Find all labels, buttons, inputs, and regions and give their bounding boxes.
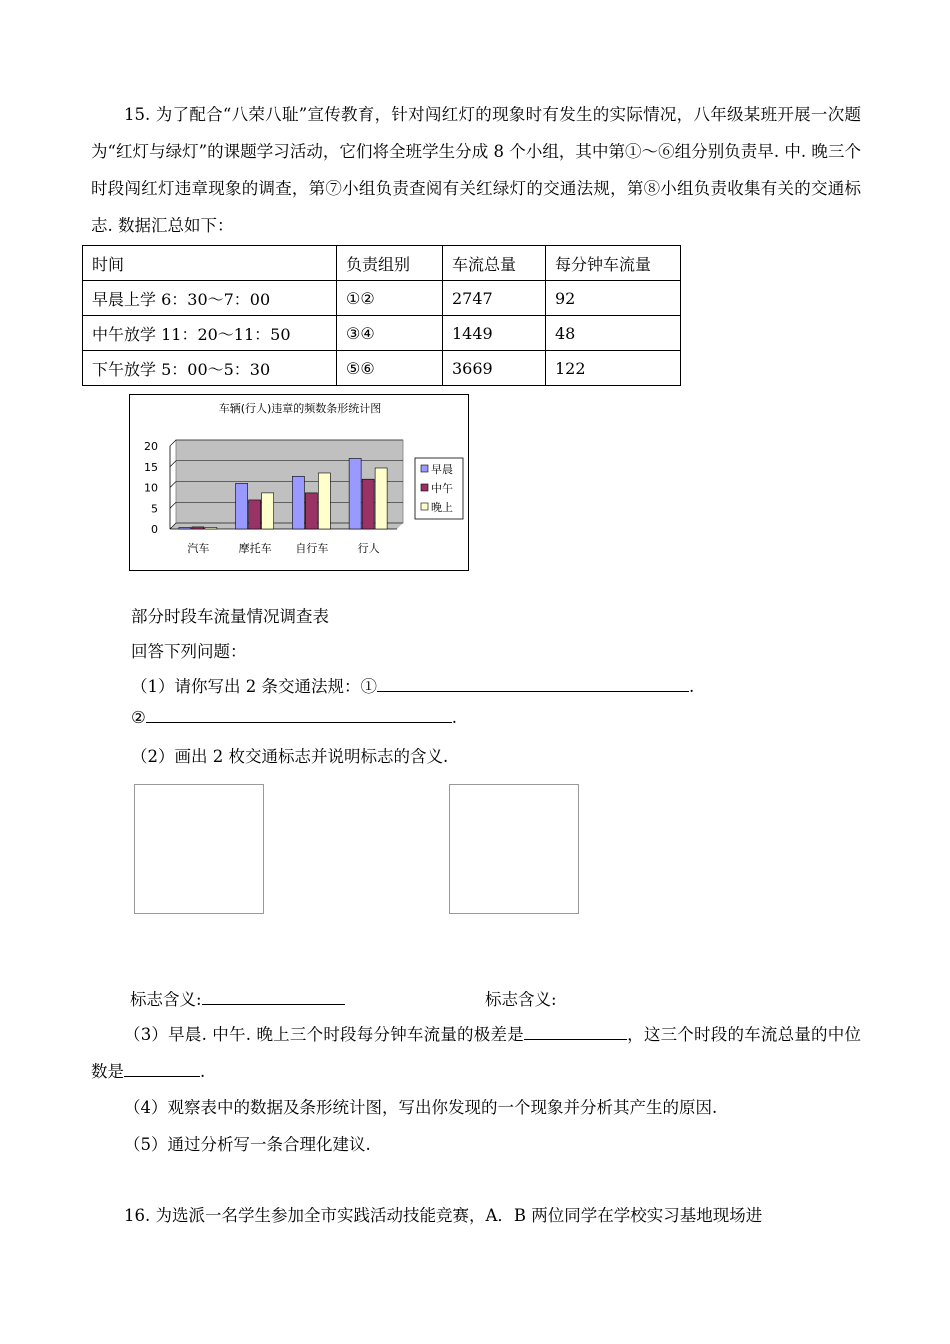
gridline-depth: [170, 440, 176, 446]
y-tick-label: 20: [144, 440, 158, 453]
table-cell: 48: [546, 316, 681, 351]
table-cell: 早晨上学 6：30～7：00: [83, 281, 337, 316]
x-tick-label: 自行车: [295, 542, 329, 555]
answer-blank[interactable]: [124, 1075, 200, 1077]
y-tick-label: 0: [151, 523, 158, 536]
x-tick-label: 行人: [357, 542, 380, 555]
table-cell: 1449: [443, 316, 546, 351]
x-tick-label: 汽车: [187, 542, 210, 555]
legend-swatch: [421, 503, 428, 510]
part1-text-2: ②: [131, 708, 146, 727]
legend-label: 晚上: [431, 501, 453, 514]
table-cell: 下午放学 5：00～5：30: [83, 351, 337, 386]
gridline-depth: [170, 502, 176, 508]
part1-line-2: [131, 708, 457, 727]
table-row: [83, 351, 681, 386]
y-tick-label: 15: [144, 460, 158, 474]
sign-meaning-label: 标志含义:: [130, 990, 202, 1009]
chart-svg: [130, 395, 468, 570]
answer-blank[interactable]: [146, 721, 452, 723]
part3: [91, 1016, 861, 1090]
part1-line: [131, 673, 694, 697]
table-header-row: [83, 246, 681, 281]
answer-blank[interactable]: [524, 1038, 627, 1040]
answer-blank[interactable]: [377, 690, 689, 692]
bar-晚上: [318, 473, 330, 529]
table-caption: 部分时段车流量情况调查表: [131, 607, 329, 626]
gridline-depth: [170, 482, 176, 488]
period: .: [689, 677, 695, 696]
part5-text: （5）通过分析写一条合理化建议.: [124, 1135, 371, 1154]
sign-drawing-box-1[interactable]: [134, 784, 264, 914]
table-cell: 中午放学 11：20～11：50: [83, 316, 337, 351]
answer-prompt: 回答下列问题：: [131, 642, 247, 661]
period: .: [451, 708, 458, 727]
legend-label: 早晨: [431, 463, 453, 476]
x-tick-label: 摩托车: [238, 542, 272, 555]
table-cell: ⑤⑥: [337, 351, 443, 386]
bar-早晨: [179, 528, 191, 530]
table-cell: 3669: [443, 351, 546, 386]
table-header: 每分钟车流量: [546, 246, 681, 281]
table-header: 车流总量: [443, 246, 546, 281]
period: .: [200, 1062, 206, 1081]
part3-text-a: （3）早晨. 中午. 晚上三个时段每分钟车流量的极差是: [124, 1025, 524, 1044]
bar-早晨: [236, 483, 248, 529]
table-cell: ③④: [337, 316, 443, 351]
answer-blank[interactable]: [202, 1003, 345, 1005]
bar-早晨: [349, 458, 361, 529]
table-cell: ①②: [337, 281, 443, 316]
table-cell: 2747: [443, 281, 546, 316]
gridline-depth: [170, 461, 176, 467]
bar-晚上: [375, 468, 387, 529]
part2-text: （2）画出 2 枚交通标志并说明标志的含义.: [131, 747, 449, 766]
sign-meaning-label: 标志含义:: [485, 990, 557, 1009]
violation-bar-chart: [129, 394, 469, 571]
part4-text: （4）观察表中的数据及条形统计图，写出你发现的一个现象并分析其产生的原因.: [124, 1098, 718, 1117]
bar-晚上: [205, 528, 217, 530]
table-cell: 92: [546, 281, 681, 316]
part1-text: （1）请你写出 2 条交通法规：①: [131, 677, 377, 696]
sign-meaning-2: [485, 986, 557, 1010]
legend-swatch: [421, 484, 428, 491]
part3-text-b: ，这三个时段的车流总量的中位数是: [91, 1025, 861, 1081]
bar-中午: [192, 527, 204, 529]
sign-meaning-1: [130, 986, 345, 1010]
table-cell: 122: [546, 351, 681, 386]
traffic-table: [82, 245, 681, 386]
bar-中午: [362, 479, 374, 529]
q16-intro: 16. 为选派一名学生参加全市实践活动技能竞赛，A．B 两位同学在学校实习基地现场进: [124, 1206, 763, 1225]
q15-intro: 15. 为了配合“八荣八耻”宣传教育，针对闯红灯的现象时有发生的实际情况，八年级某班开展一次题为“红灯与绿灯”的课题学习活动，它们将全班学生分成 8 个小组，其中第①～⑥组分别负责早. 中. 晚三个时段闯红灯违章现象的调查，第⑦小组负责查阅有关红绿灯的交通法规，第⑧小组负责收集有关的交通标志. 数据汇总如下：: [91, 105, 861, 235]
bar-中午: [305, 493, 317, 529]
legend-label: 中午: [431, 482, 453, 495]
y-tick-label: 5: [151, 502, 158, 516]
chart-title: 车辆(行人)违章的频数条形统计图: [218, 402, 382, 415]
table-row: [83, 316, 681, 351]
table-header: 负责组别: [337, 246, 443, 281]
y-tick-label: 10: [144, 481, 158, 495]
bar-早晨: [292, 476, 304, 529]
table-header: 时间: [83, 246, 337, 281]
bar-中午: [249, 500, 261, 529]
legend-swatch: [421, 465, 428, 472]
table-row: [83, 281, 681, 316]
bar-晚上: [262, 493, 274, 529]
sign-drawing-box-2[interactable]: [449, 784, 579, 914]
